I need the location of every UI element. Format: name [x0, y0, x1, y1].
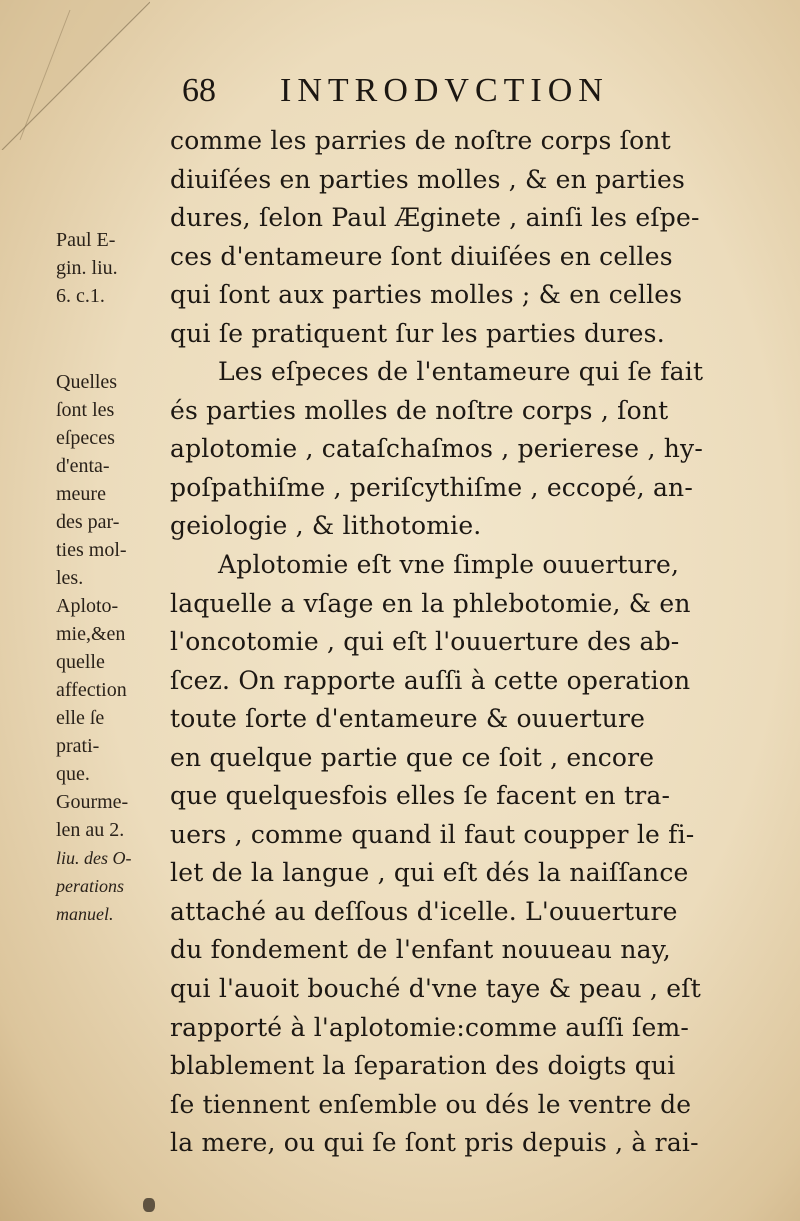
margin-note-line: eſpeces	[56, 427, 115, 449]
margin-note-line: gin. liu.	[56, 257, 118, 279]
text-line: rapporté à l'aplotomie:comme auſſi ſem-	[170, 1012, 690, 1042]
text-line: és parties molles de noſtre corps , ſont	[170, 395, 669, 425]
folded-corner-mark	[0, 0, 150, 150]
margin-note-line: Gourme-	[56, 791, 129, 813]
text-line: blablement la ſeparation des doigts qui	[170, 1051, 676, 1081]
margin-note-line: quelle	[56, 651, 105, 673]
margin-note-line: mie,&en	[56, 623, 126, 645]
text-line: en quelque partie que ce ſoit , encore	[170, 742, 655, 772]
margin-note-line: ſont les	[56, 399, 115, 421]
text-line: comme les parries de noſtre corps ſont	[170, 126, 671, 155]
page-number: 68	[182, 72, 216, 109]
text-line: qui ſe pratiquent ſur les parties dures.	[170, 318, 665, 348]
margin-note-line: les.	[56, 567, 84, 589]
margin-note-line: elle ſe	[56, 707, 105, 729]
text-line: Les eſpeces de l'entameure qui ſe fait	[218, 357, 704, 387]
text-line: ſe tiennent enſemble ou dés le ventre de	[170, 1089, 692, 1119]
text-line: du fondement de l'enfant nouueau nay,	[170, 935, 671, 965]
text-line: que quelquesfois elles ſe facent en tra-	[170, 781, 671, 811]
running-title: INTRODVCTION	[280, 72, 609, 109]
text-line: toute ſorte d'entameure & ouuerture	[170, 704, 646, 734]
margin-note-line: liu. des O-	[56, 848, 132, 868]
margin-note-line: perations	[56, 876, 125, 896]
margin-note-line: que.	[56, 763, 90, 785]
text-line: ſcez. On rapporte auſſi à cette operation	[170, 665, 691, 695]
margin-notes	[56, 226, 174, 928]
margin-note-line: len au 2.	[56, 819, 125, 841]
text-line: dures, ſelon Paul Æginete , ainſi les eſpe-	[170, 203, 700, 233]
margin-note-line: Quelles	[56, 371, 118, 393]
text-line: la mere, ou qui ſe ſont pris depuis , à rai-	[170, 1128, 699, 1158]
margin-note-line: Aploto-	[56, 595, 119, 617]
text-line: qui ſont aux parties molles ; & en celles	[170, 280, 683, 310]
text-line: laquelle a vſage en la phlebotomie, & en	[170, 588, 691, 618]
margin-note-line: meure	[56, 483, 106, 505]
margin-note-line: des par-	[56, 511, 120, 533]
body-text	[170, 122, 760, 1163]
text-line: let de la langue , qui eſt dés la naiſſance	[170, 858, 689, 888]
text-line: ces d'entameure ſont diuiſées en celles	[170, 241, 673, 271]
margin-note-line: affection	[56, 679, 127, 701]
margin-gap	[56, 310, 174, 368]
text-line: geiologie , & lithotomie.	[170, 511, 482, 541]
margin-note-line: prati-	[56, 735, 100, 757]
text-line: Aplotomie eſt vne ſimple ouuerture,	[218, 550, 680, 580]
ink-blot-mark	[143, 1198, 155, 1212]
text-line: attaché au deſſous d'icelle. L'ouuerture	[170, 896, 678, 926]
margin-note-line: 6. c.1.	[56, 285, 105, 307]
text-line: qui l'auoit bouché d'vne taye & peau , eſt	[170, 974, 701, 1004]
margin-note-line: d'enta-	[56, 455, 110, 477]
page-header	[182, 72, 682, 116]
text-line: poſpathiſme , periſcythiſme , eccopé, an-	[170, 472, 694, 502]
margin-note-line: Paul E-	[56, 229, 116, 251]
margin-note-line: manuel.	[56, 904, 114, 924]
text-line: aplotomie , cataſchaſmos , perierese , hy-	[170, 434, 704, 464]
text-line: diuiſées en parties molles , & en parties	[170, 164, 686, 194]
margin-note-line: ties mol-	[56, 539, 127, 561]
text-line: uers , comme quand il faut coupper le fi-	[170, 819, 695, 849]
text-line: l'oncotomie , qui eſt l'ouuerture des ab-	[170, 627, 680, 657]
